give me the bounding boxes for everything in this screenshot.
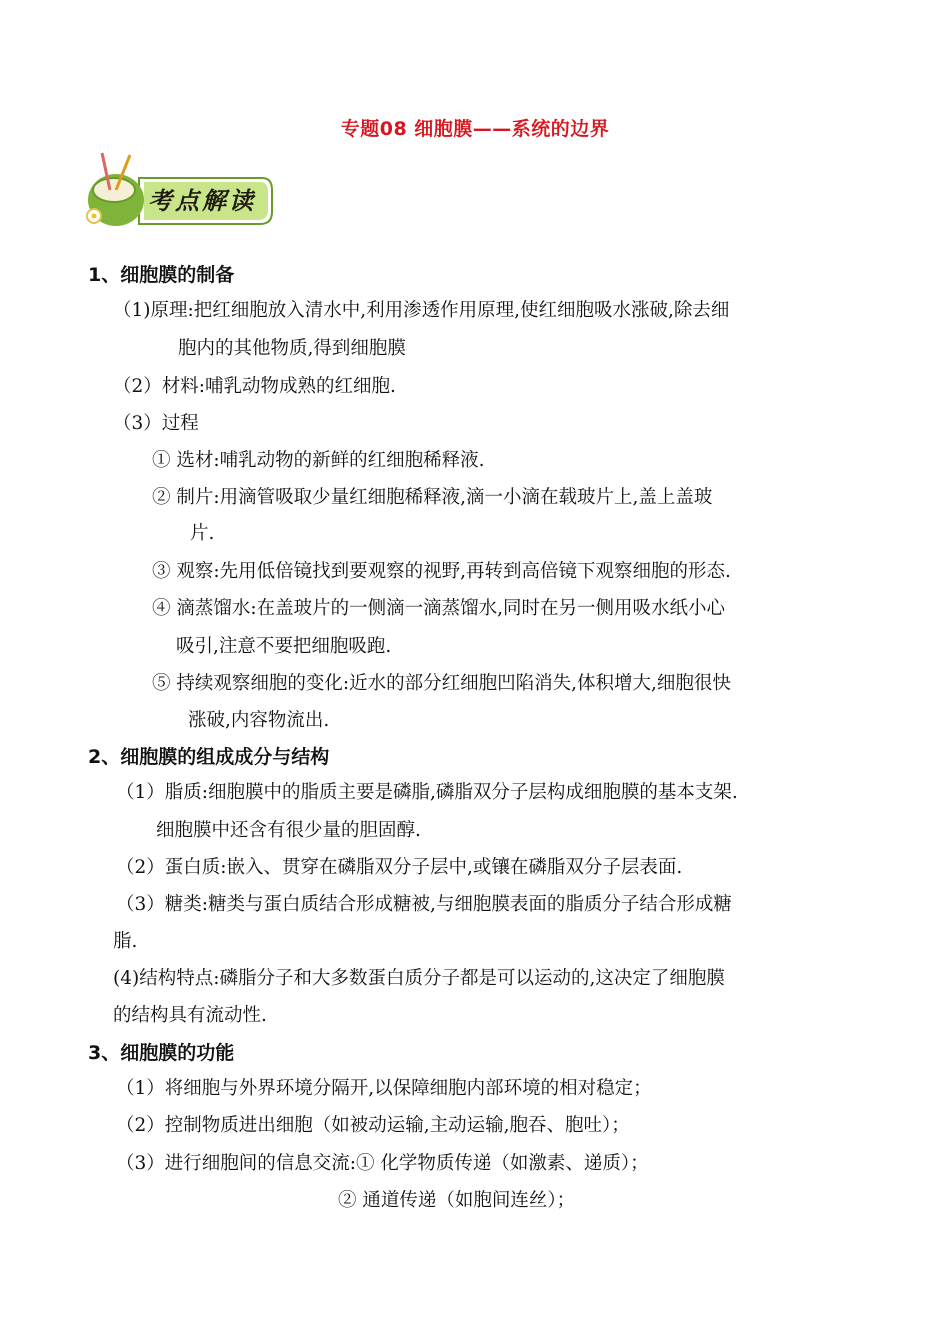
section-heading-2: 2、细胞膜的组成成分与结构 [88,746,330,768]
section-2-line-2: 细胞膜中还含有很少量的胆固醇. [156,820,421,841]
section-2-line-6: (4)结构特点:磷脂分子和大多数蛋白质分子都是可以运动的,这决定了细胞膜 [113,968,725,989]
section-2-line-3: （2）蛋白质:嵌入、贯穿在磷脂双分子层中,或镶在磷脂双分子层表面. [116,857,683,878]
section-2-line-4: （3）糖类:糖类与蛋白质结合形成糖被,与细胞膜表面的脂质分子结合形成糖 [116,894,732,915]
section-2-line-5: 脂. [113,931,138,952]
section-heading-3: 3、细胞膜的功能 [88,1042,235,1064]
section-3-line-2: （2）控制物质进出细胞（如被动运输,主动运输,胞吞、胞吐）； [116,1115,630,1136]
section-1-line-5: ① 选材:哺乳动物的新鲜的红细胞稀释液. [152,450,485,471]
section-1-line-10: 吸引,注意不要把细胞吸跑. [176,636,392,657]
section-1-line-8: ③ 观察:先用低倍镜找到要观察的视野,再转到高倍镜下观察细胞的形态. [152,561,731,582]
section-1-line-7: 片. [190,523,215,544]
section-1-line-9: ④ 滴蒸馏水:在盖玻片的一侧滴一滴蒸馏水,同时在另一侧用吸水纸小心 [152,598,725,619]
section-heading-1: 1、细胞膜的制备 [88,264,235,286]
section-1-line-2: 胞内的其他物质,得到细胞膜 [178,338,406,359]
section-1-line-6: ② 制片:用滴管吸取少量红细胞稀释液,滴一小滴在载玻片上,盖上盖玻 [152,487,713,508]
section-1-line-3: （2）材料:哺乳动物成熟的红细胞. [113,376,396,397]
badge-label: 考点解读 [148,186,256,215]
section-1-line-12: 涨破,内容物流出. [188,710,330,731]
document-title: 专题08 细胞膜——系统的边界 [340,118,610,140]
section-2-line-7: 的结构具有流动性. [113,1005,267,1026]
section-1-line-11: ⑤ 持续观察细胞的变化:近水的部分红细胞凹陷消失,体积增大,细胞很快 [152,673,731,694]
section-1-line-4: （3）过程 [113,413,199,434]
section-3-line-4: ② 通道传递（如胞间连丝）； [338,1190,576,1211]
section-3-line-3: （3）进行细胞间的信息交流:① 化学物质传递（如激素、递质）； [116,1153,649,1174]
section-2-line-1: （1）脂质:细胞膜中的脂质主要是磷脂,磷脂双分子层构成细胞膜的基本支架. [116,782,738,803]
section-1-line-1: （1)原理:把红细胞放入清水中,利用渗透作用原理,使红细胞吸水涨破,除去细 [113,300,730,321]
section-3-line-1: （1）将细胞与外界环境分隔开,以保障细胞内部环境的相对稳定； [116,1078,652,1099]
coconut-drink-icon [87,153,144,226]
